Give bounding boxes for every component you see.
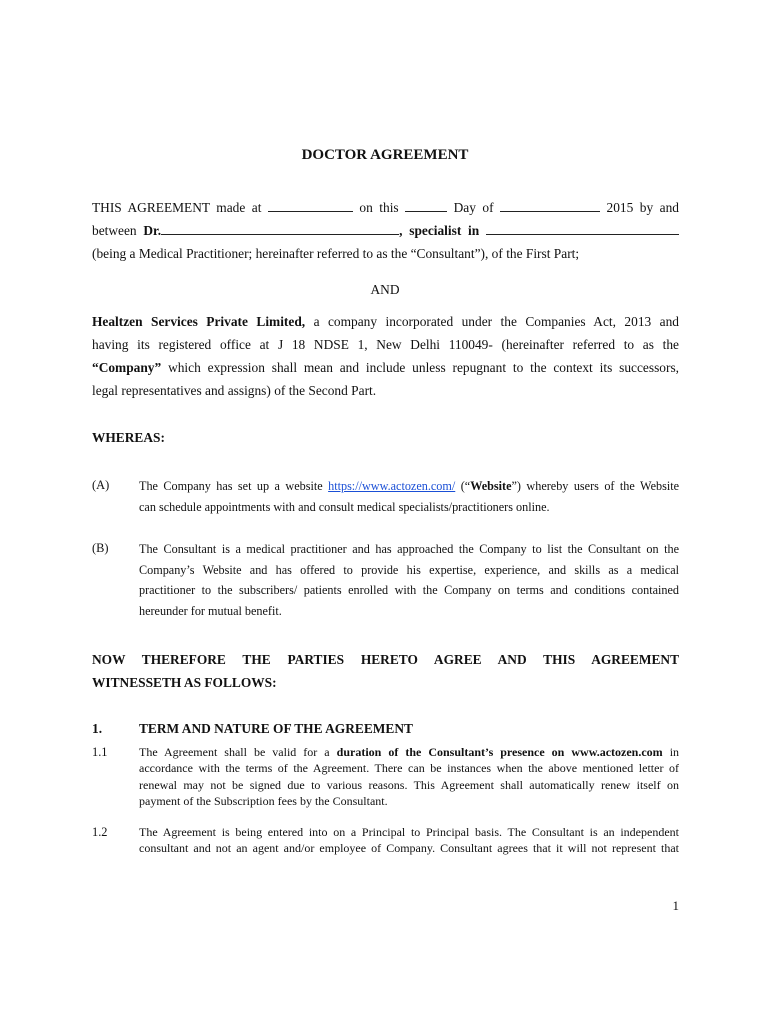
recital-a-label: (A) [92,478,110,492]
clause-1-1-line-3: renewal may not be signed due to various reasons. This Agreement shall automatically renew itself on [139,777,679,792]
company-line-3: “Company” which expression shall mean and include unless repugnant to the context its successors, [92,360,679,375]
company-line-2: having its registered office at J 18 NDSE 1, New Delhi 110049- (hereinafter referred to as the [92,337,679,352]
recital-a-line-1: The Company has set up a website https://www.actozen.com/ (“Website”) whereby users of the Website [139,479,679,493]
intro-line-2: between Dr. , specialist in [92,219,679,242]
section-1-title: TERM AND NATURE OF THE AGREEMENT [139,721,413,736]
company-line-4: legal representatives and assigns) of the Second Part. [92,383,377,398]
document-title: DOCTOR AGREEMENT [301,147,469,163]
recital-b-text [139,539,679,622]
now-therefore-paragraph [92,648,679,694]
place-blank [268,210,353,212]
clause-1-2-line-1: The Agreement is being entered into on a Principal to Principal basis. The Consultant is an independent [139,825,679,839]
recital-b-line-2: Company’s Website and has offered to provide his expertise, experience, and skills as a medical [139,562,679,577]
clause-1-1-number: 1.1 [92,745,108,759]
recital-b-line-3: practitioner to the subscribers/ patients enrolled with the Company on terms and conditions contained [139,583,679,598]
recital-a-line-2: can schedule appointments with and consult medical specialists/practitioners online. [139,499,550,514]
now-therefore-line-2: WITNESSETH AS FOLLOWS: [92,675,277,690]
page-number: 1 [672,898,679,913]
day-blank [405,210,447,212]
website-link[interactable]: https://www.actozen.com/ [328,479,456,493]
intro-line-1: THIS AGREEMENT made at on this Day of 2015 by and [92,200,679,215]
doctor-name-blank [161,233,399,235]
specialty-blank [486,233,679,235]
company-paragraph [92,310,679,402]
clause-1-1-line-1: The Agreement shall be valid for a duration of the Consultant’s presence on www.actozen.com in [139,745,680,759]
clause-1-2-line-2: consultant and not an agent and/or employee of Company. Consultant agrees that it will not represent that [139,841,679,856]
clause-1-1-line-4: payment of the Subscription fees by the Consultant. [139,793,388,808]
section-1-number: 1. [92,721,103,736]
month-blank [500,210,600,212]
dr-label: Dr. [143,223,162,238]
company-line-1: Healtzen Services Private Limited, a company incorporated under the Companies Act, 2013 and [92,314,679,329]
intro-line-3: (being a Medical Practitioner; hereinafter referred to as the “Consultant”), of the First Part; [92,246,580,261]
and-label: AND [370,282,400,297]
clause-1-2-text [139,824,679,857]
company-term: “Company” [92,360,162,375]
intro-paragraph [92,196,679,265]
clause-1-1-text [139,744,679,809]
recital-a-text [139,476,679,517]
recital-b-line-4: hereunder for mutual benefit. [139,604,282,619]
whereas-heading: WHEREAS: [92,430,165,445]
now-therefore-line-1: NOW THEREFORE THE PARTIES HERETO AGREE AND THIS AGREEMENT [92,652,679,667]
clause-1-2-number: 1.2 [92,825,108,839]
recital-b-line-1: The Consultant is a medical practitioner and has approached the Company to list the Consultant on the [139,542,679,556]
recital-b-label: (B) [92,541,109,555]
company-name: Healtzen Services Private Limited, [92,314,306,329]
clause-1-1-line-2: accordance with the terms of the Agreement. There can be instances when the above mentioned letter of [139,761,679,776]
